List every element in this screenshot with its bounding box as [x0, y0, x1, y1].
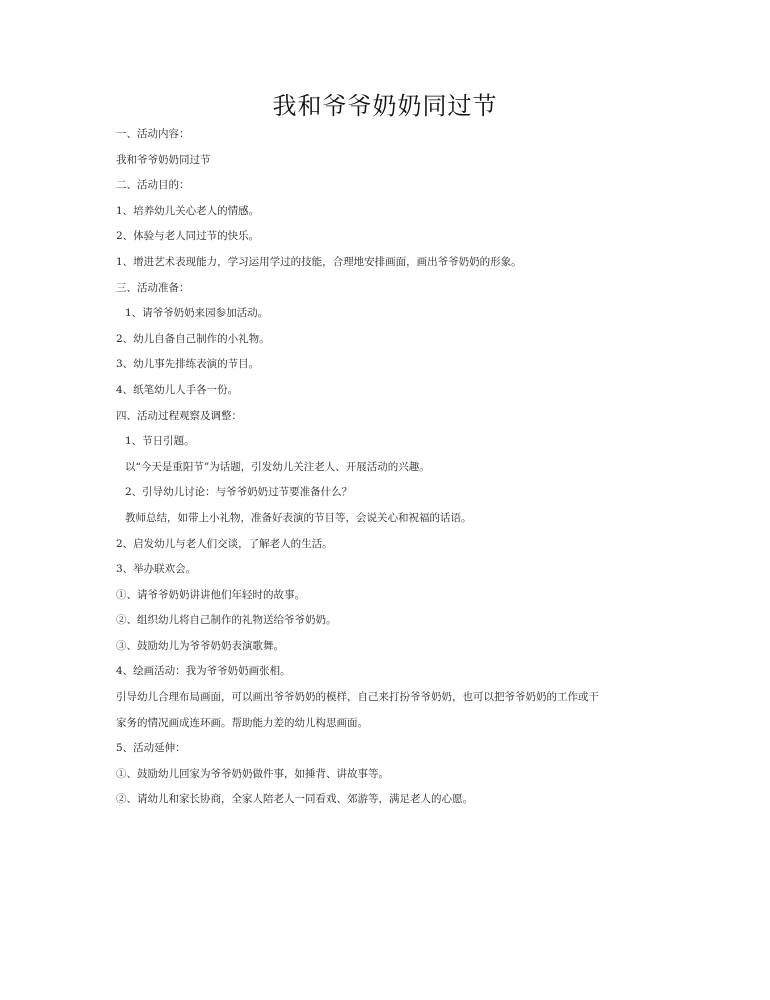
document-body	[116, 126, 676, 817]
section-heading-process: 四、活动过程观察及调整：	[116, 409, 242, 422]
preparation-item: 2、幼儿自备自己制作的小礼物。	[116, 332, 270, 345]
process-step: 2、引导幼儿讨论：与爷爷奶奶过节要准备什么？	[125, 486, 353, 499]
goal-item: 2、体验与老人同过节的快乐。	[116, 230, 260, 243]
process-text: 以“今天是重阳节”为话题，引发幼儿关注老人、开展活动的兴趣。	[125, 460, 430, 473]
process-text: 家务的情况画成连环画。帮助能力差的幼儿构思画面。	[116, 716, 368, 729]
section-heading-extension: 5、活动延伸：	[116, 742, 186, 755]
process-text: 引导幼儿合理布局画面，可以画出爷爷奶奶的模样，自己来打扮爷爷奶奶，也可以把爷爷奶奶的工作或干	[116, 691, 599, 704]
process-step: 2、启发幼儿与老人们交谈，了解老人的生活。	[116, 537, 333, 550]
process-substep: ②、组织幼儿将自己制作的礼物送给爷爷奶奶。	[116, 614, 337, 627]
goal-item: 1、增进艺术表现能力，学习运用学过的技能，合理地安排画面，画出爷爷奶奶的形象。	[116, 255, 522, 268]
process-substep: ③、鼓励幼儿为爷爷奶奶表演歌舞。	[116, 639, 284, 652]
process-substep: ①、请爷爷奶奶讲讲他们年轻时的故事。	[116, 588, 305, 601]
process-step: 4、绘画活动：我为爷爷奶奶画张相。	[116, 665, 291, 678]
extension-item: ①、鼓励幼儿回家为爷爷奶奶做件事，如捶背、讲故事等。	[116, 767, 389, 780]
process-step: 3、举办联欢会。	[116, 563, 197, 576]
document-title: 我和爷爷奶奶同过节	[272, 92, 498, 120]
preparation-item: 1、请爷爷奶奶来园参加活动。	[125, 307, 269, 320]
section-heading-preparation: 三、活动准备：	[116, 281, 190, 294]
preparation-item: 4、纸笔幼儿人手各一份。	[116, 383, 239, 396]
goal-item: 1、培养幼儿关心老人的情感。	[116, 204, 260, 217]
section-heading-goals: 二、活动目的：	[116, 179, 190, 192]
extension-item: ②、请幼儿和家长协商，全家人陪老人一同看戏、郊游等，满足老人的心愿。	[116, 793, 473, 806]
section-heading-content: 一、活动内容：	[116, 128, 190, 140]
process-text: 教师总结，如带上小礼物，准备好表演的节目等，会说关心和祝福的话语。	[125, 511, 472, 524]
process-step: 1、节日引题。	[125, 435, 195, 448]
preparation-item: 3、幼儿事先排练表演的节目。	[116, 358, 260, 371]
content-text: 我和爷爷奶奶同过节	[116, 153, 211, 166]
